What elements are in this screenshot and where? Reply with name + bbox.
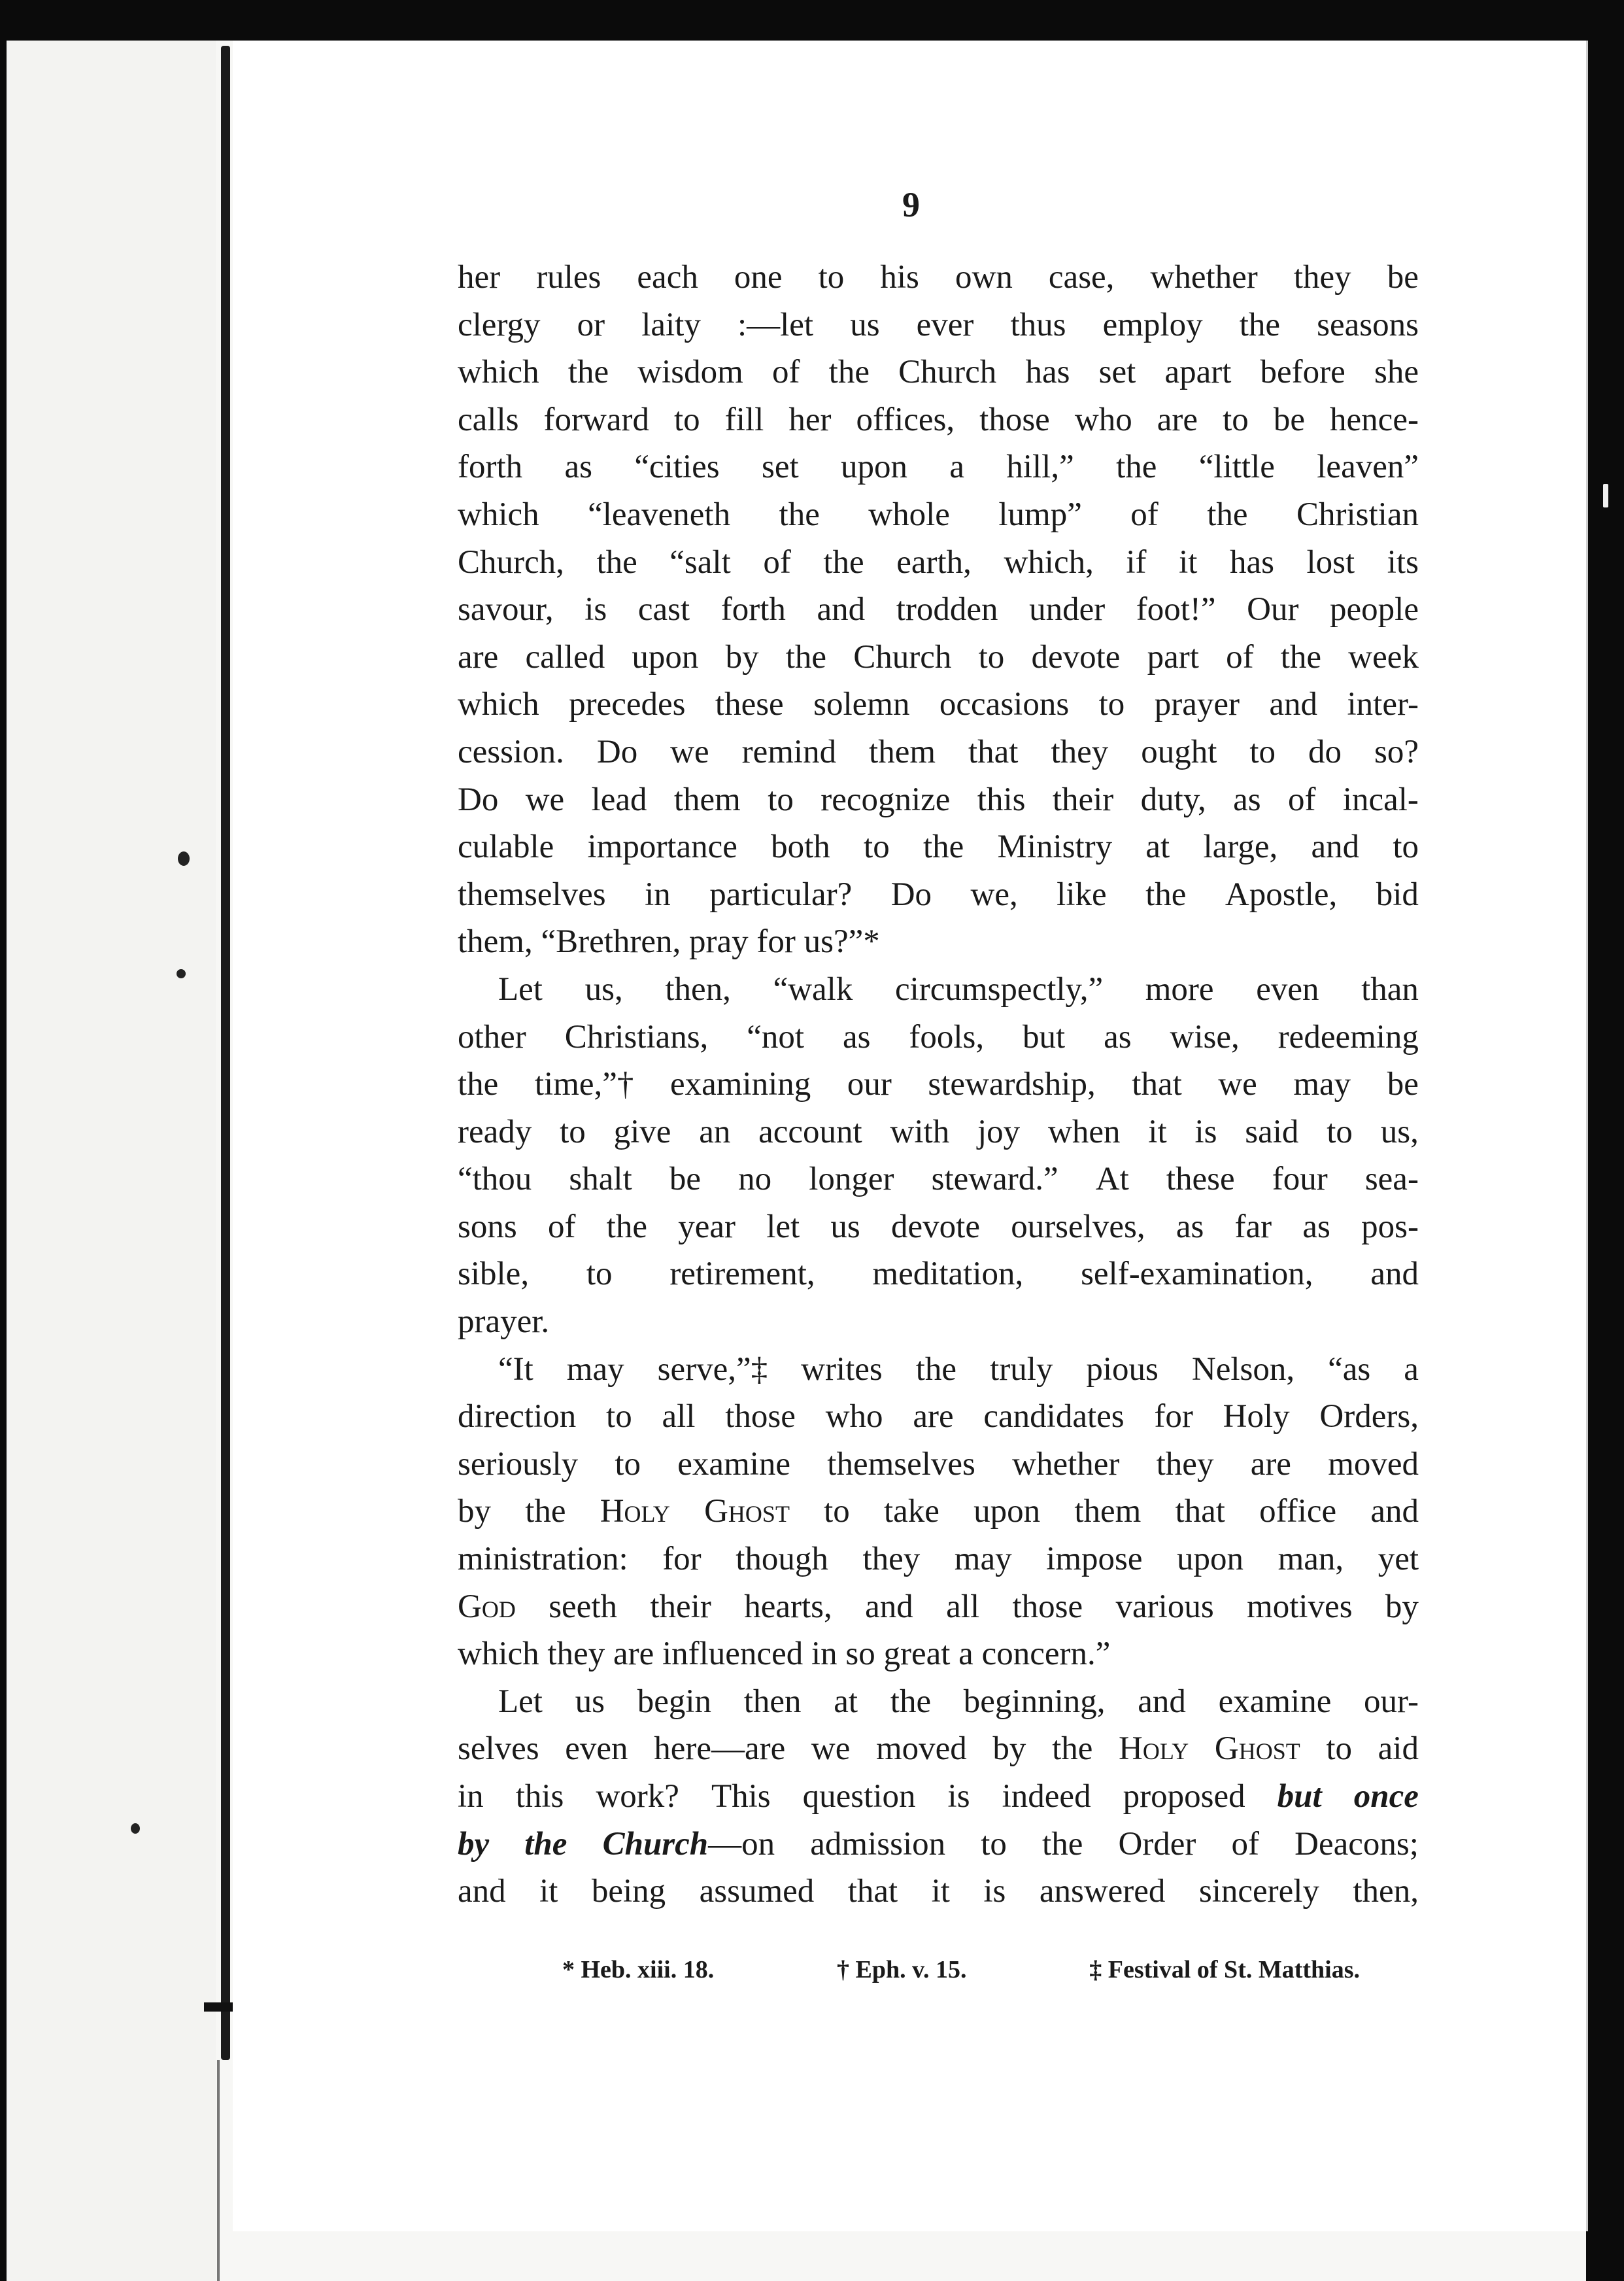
text-line: direction to all those who are candidates for Holy Orders, xyxy=(458,1398,1419,1435)
text-line: ministration: for though they may impose upon man, yet xyxy=(458,1541,1419,1578)
scan-border-top xyxy=(0,0,1624,41)
text-line: and it being assumed that it is answered sincerely then, xyxy=(458,1873,1419,1910)
footnote: ‡ Festival of St. Matthias. xyxy=(1089,1956,1360,1983)
text-line: Do we lead them to recognize this their duty, as of incal- xyxy=(458,781,1419,818)
text-line: “thou shalt be no longer steward.” At these four sea- xyxy=(458,1161,1419,1198)
page-number: 9 xyxy=(902,185,920,224)
text-line: clergy or laity :—let us ever thus employ the seasons xyxy=(458,306,1419,343)
text-line: the time,”† examining our stewardship, that we may be xyxy=(458,1066,1419,1103)
scan-border-right xyxy=(1586,0,1624,2281)
text-line: “It may serve,”‡ writes the truly pious Nelson, “as a xyxy=(498,1350,1419,1388)
text-line: themselves in particular? Do we, like the Apostle, bid xyxy=(458,876,1419,913)
spine-mark xyxy=(204,2002,237,2012)
text-line: her rules each one to his own case, whether they be xyxy=(458,259,1419,296)
text-line: by the Holy Ghost to take upon them that office and xyxy=(458,1493,1419,1530)
text-line: which “leaveneth the whole lump” of the Christian xyxy=(458,496,1419,533)
text-line: are called upon by the Church to devote part of the week xyxy=(458,638,1419,676)
text-line: by the Church—on admission to the Order of Deacons; xyxy=(458,1825,1419,1862)
text-line: them, “Brethren, pray for us?”* xyxy=(458,923,880,961)
footnote: † Eph. v. 15. xyxy=(836,1956,967,1983)
text-line: ready to give an account with joy when it is said to us, xyxy=(458,1113,1419,1150)
footnotes xyxy=(562,1955,1360,1984)
text-line: which precedes these solemn occasions to prayer and inter- xyxy=(458,686,1419,723)
text-line: seriously to examine themselves whether they are moved xyxy=(458,1445,1419,1483)
scan-border-left xyxy=(0,0,7,2281)
text-line: culable importance both to the Ministry at large, and to xyxy=(458,829,1419,866)
text-line: Let us begin then at the beginning, and examine our- xyxy=(498,1683,1419,1720)
book-spine xyxy=(221,46,230,2060)
text-line: cession. Do we remind them that they ought to do so? xyxy=(458,733,1419,770)
scan-speck xyxy=(178,851,190,866)
text-line: God seeth their hearts, and all those various motives by xyxy=(458,1588,1419,1625)
scan-speck xyxy=(177,969,186,978)
scan-speck xyxy=(131,1823,140,1834)
text-line: forth as “cities set upon a hill,” the “little leaven” xyxy=(458,449,1419,486)
text-line: sible, to retirement, meditation, self-examination, and xyxy=(458,1256,1419,1293)
text-line: calls forward to fill her offices, those who are to be hence- xyxy=(458,401,1419,438)
text-line: which the wisdom of the Church has set apart before she xyxy=(458,354,1419,391)
scan-speck xyxy=(1603,484,1608,507)
text-line: Church, the “salt of the earth, which, if it has lost its xyxy=(458,543,1419,581)
body-text xyxy=(458,254,1419,1915)
text-line: other Christians, “not as fools, but as wise, redeeming xyxy=(458,1018,1419,1055)
text-line: prayer. xyxy=(458,1303,550,1341)
text-line: which they are influenced in so great a concern.” xyxy=(458,1636,1111,1673)
text-line: selves even here—are we moved by the Holy Ghost to aid xyxy=(458,1730,1419,1768)
book-spine-lower xyxy=(217,2060,220,2281)
text-line: in this work? This question is indeed proposed but once xyxy=(458,1778,1419,1815)
text-line: Let us, then, “walk circumspectly,” more even than xyxy=(498,970,1419,1008)
facing-page-edge xyxy=(7,41,216,2281)
text-line: savour, is cast forth and trodden under foot!” Our people xyxy=(458,591,1419,628)
text-line: sons of the year let us devote ourselves, as far as pos- xyxy=(458,1208,1419,1245)
footnote: * Heb. xiii. 18. xyxy=(562,1956,715,1983)
